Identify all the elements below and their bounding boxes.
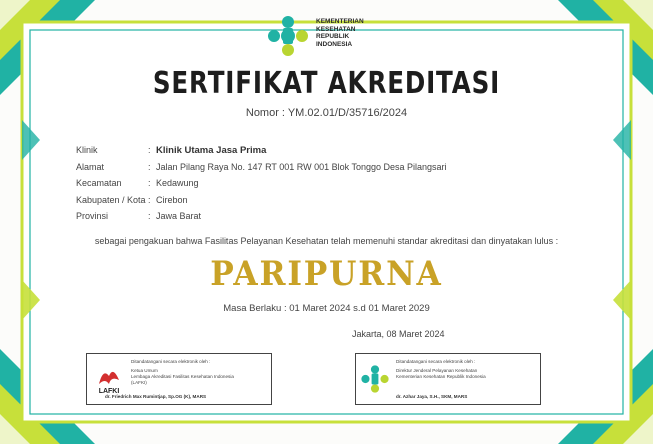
kemenkes-emblem-icon — [360, 364, 390, 394]
field-klinik: Klinik : Klinik Utama Jasa Prima — [76, 144, 267, 156]
signatory-name: dr. Friedrich Max Rumintjap, Sp.OG (K), MARS — [105, 394, 207, 399]
signatory-name: dr. Azhar Jaya, S.H., SKM, MARS — [396, 394, 468, 399]
field-provinsi: Provinsi : Jawa Barat — [76, 211, 202, 222]
field-label: Kecamatan — [76, 178, 122, 189]
lafki-logo — [91, 362, 127, 398]
signature-box-kemenkes — [355, 353, 541, 405]
facility-info — [76, 142, 447, 225]
validity-period: Masa Berlaku : 01 Maret 2024 s.d 01 Maret 2029 — [223, 303, 430, 314]
accreditation-result: PARIPURNA — [210, 254, 443, 294]
field-value: Jalan Pilang Raya No. 147 RT 001 RW 001 Blok Tonggo Desa Pilangsari — [156, 161, 447, 172]
signature-note: Ditandatangani secara elektronik oleh : Ketua Umum Lembaga Akreditasi Fasilitas Kesehatan Indonesia (LAFKI) — [131, 359, 234, 385]
field-alamat: Alamat : Jalan Pilang Raya No. 147 RT 001 RW 001 Blok Tonggo Desa Pilangsari — [76, 161, 447, 172]
field-label: Klinik — [76, 145, 98, 156]
field-value: Kedawung — [156, 178, 199, 189]
field-value: Cirebon — [156, 194, 188, 205]
certificate-title: SERTIFIKAT AKREDITASI — [152, 66, 501, 101]
svg-text:LAFKI: LAFKI — [98, 388, 120, 395]
field-kecamatan: Kecamatan : Kedawung — [76, 178, 199, 189]
kemenkes-emblem-icon — [266, 14, 310, 58]
statement-text: sebagai pengakuan bahwa Fasilitas Pelayanan Kesehatan telah memenuhi standar akreditasi dan dinyatakan lulus : — [94, 236, 559, 246]
issue-date: Jakarta, 08 Maret 2024 — [352, 329, 445, 339]
field-label: Provinsi — [76, 211, 109, 222]
field-label: Kabupaten / Kota — [76, 194, 146, 205]
signature-box-lafki — [86, 353, 272, 405]
kemenkes-logo-text: KEMENTERIAN KESEHATAN REPUBLIK INDONESIA — [316, 18, 364, 48]
signature-note: Ditandatangani secara elektronik oleh : Direktur Jenderal Pelayanan Kesehatan Kementerian Kesehatan Republik Indonesia — [396, 359, 486, 379]
field-value: Jawa Barat — [156, 211, 202, 222]
lafki-emblem-icon — [91, 362, 127, 398]
kemenkes-logo — [266, 14, 396, 62]
certificate-number: Nomor : YM.02.01/D/35716/2024 — [245, 107, 408, 119]
field-kabupaten: Kabupaten / Kota : Cirebon — [76, 194, 188, 205]
field-value: Klinik Utama Jasa Prima — [156, 144, 267, 156]
field-label: Alamat — [76, 161, 105, 172]
kemenkes-small-logo — [360, 364, 390, 399]
